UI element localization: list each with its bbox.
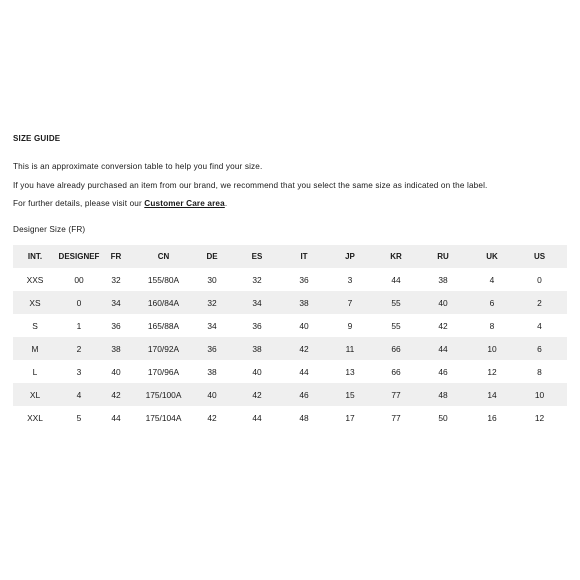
table-cell: 55 [378,291,414,314]
table-cell: 44 [252,412,262,423]
table-cell: 42 [207,412,217,423]
details-prefix: For further details, please visit our [13,199,145,208]
table-cell: 34 [228,291,286,314]
table-cell: 0 [537,274,542,285]
table-cell: 30 [207,274,217,285]
table-cell: 38 [101,337,131,360]
header-cn: CN [131,245,196,268]
header-es: ES [228,245,286,268]
table-cell: 1 [76,320,82,331]
table-cell: 7 [322,291,378,314]
table-cell: 44 [111,412,121,423]
table-cell: 6 [512,337,567,360]
header-de: DE [196,245,228,268]
table-cell: 42 [101,383,131,406]
table-cell: 44 [299,366,309,377]
table-cell: 15 [322,383,378,406]
table-cell: 50 [438,412,448,423]
table-cell: 38 [438,274,448,285]
table-cell: 14 [472,383,512,406]
table-row [13,268,567,291]
table-cell: 2 [512,291,567,314]
table-cell: 46 [438,366,448,377]
table-cell: 00 [74,274,84,285]
table-row [13,291,567,314]
header-uk: UK [472,245,512,268]
table-row [13,406,567,429]
table-cell: 10 [512,383,567,406]
table-cell: 12 [487,366,497,377]
table-cell: 36 [111,320,121,331]
size-guide-page [13,134,567,429]
customer-care-link[interactable]: Customer Care area [144,199,225,208]
table-cell: 2 [57,337,101,360]
table-cell: 8 [489,320,495,331]
table-cell: 40 [299,320,309,331]
header-us: US [512,245,567,268]
table-cell: XS [13,291,57,314]
header-it: IT [286,245,322,268]
table-cell: 42 [228,383,286,406]
table-cell: 6 [472,291,512,314]
table-cell: 175/104A [145,412,182,423]
table-cell: 4 [537,320,542,331]
table-cell: M [13,337,57,360]
table-cell: 42 [286,337,322,360]
recommendation-text: If you have already purchased an item from our brand, we recommend that you select the same size as indicated on the label. [13,181,488,190]
table-cell: 13 [345,366,355,377]
table-cell: 10 [472,337,512,360]
table-cell: 44 [414,337,472,360]
table-cell: 40 [196,383,228,406]
table-cell: 55 [391,320,401,331]
table-cell: 38 [228,337,286,360]
table-cell: 38 [286,291,322,314]
table-cell: 4 [489,274,495,285]
header-int: INT. [13,245,57,268]
table-cell: 36 [252,320,262,331]
table-cell: 165/88A [147,320,180,331]
table-cell: 11 [322,337,378,360]
table-cell: 36 [196,337,228,360]
table-cell: 5 [76,412,82,423]
table-cell: 36 [299,274,309,285]
intro-text: This is an approximate conversion table to help you find your size. [13,162,263,171]
table-cell: 175/100A [131,383,196,406]
table-row [13,337,567,360]
table-cell: 34 [207,320,217,331]
size-conversion-table [13,245,567,429]
table-cell: 170/92A [131,337,196,360]
table-cell: 9 [347,320,353,331]
table-cell: 77 [391,412,401,423]
table-cell: 46 [286,383,322,406]
table-cell: 32 [196,291,228,314]
table-cell: 8 [537,366,542,377]
header-designer: DESIGNEF [57,245,101,268]
table-cell: 16 [487,412,497,423]
table-cell: 66 [378,337,414,360]
table-cell: 48 [299,412,309,423]
table-cell: L [32,366,38,377]
table-row [13,383,567,406]
table-cell: 160/84A [131,291,196,314]
table-cell: 34 [101,291,131,314]
table-cell: XXS [26,274,44,285]
table-cell: 38 [207,366,217,377]
header-jp: JP [322,245,378,268]
table-cell: S [32,320,38,331]
table-row [13,360,567,383]
table-cell: 12 [534,412,545,423]
table-cell: 40 [111,366,121,377]
table-cell: 170/96A [147,366,180,377]
table-cell: 17 [345,412,355,423]
details-text [13,199,567,209]
table-cell: 66 [391,366,401,377]
table-cell: 3 [76,366,82,377]
header-fr: FR [101,245,131,268]
details-suffix: . [224,199,228,208]
header-kr: KR [378,245,414,268]
table-cell: 3 [347,274,353,285]
page-title: SIZE GUIDE [13,134,61,143]
table-cell: 4 [57,383,101,406]
table-row [13,314,567,337]
table-header-row [13,245,567,268]
table-cell: 0 [57,291,101,314]
table-cell: 40 [414,291,472,314]
table-cell: XXL [27,412,43,423]
table-cell: 32 [111,274,121,285]
table-cell: 77 [378,383,414,406]
table-cell: 44 [391,274,401,285]
table-cell: 48 [414,383,472,406]
table-cell: XL [13,383,57,406]
table-cell: 42 [438,320,448,331]
designer-size-label: Designer Size (FR) [13,225,86,234]
table-cell: 32 [252,274,262,285]
table-cell: 40 [252,366,262,377]
table-cell: 155/80A [147,274,180,285]
header-ru: RU [414,245,472,268]
